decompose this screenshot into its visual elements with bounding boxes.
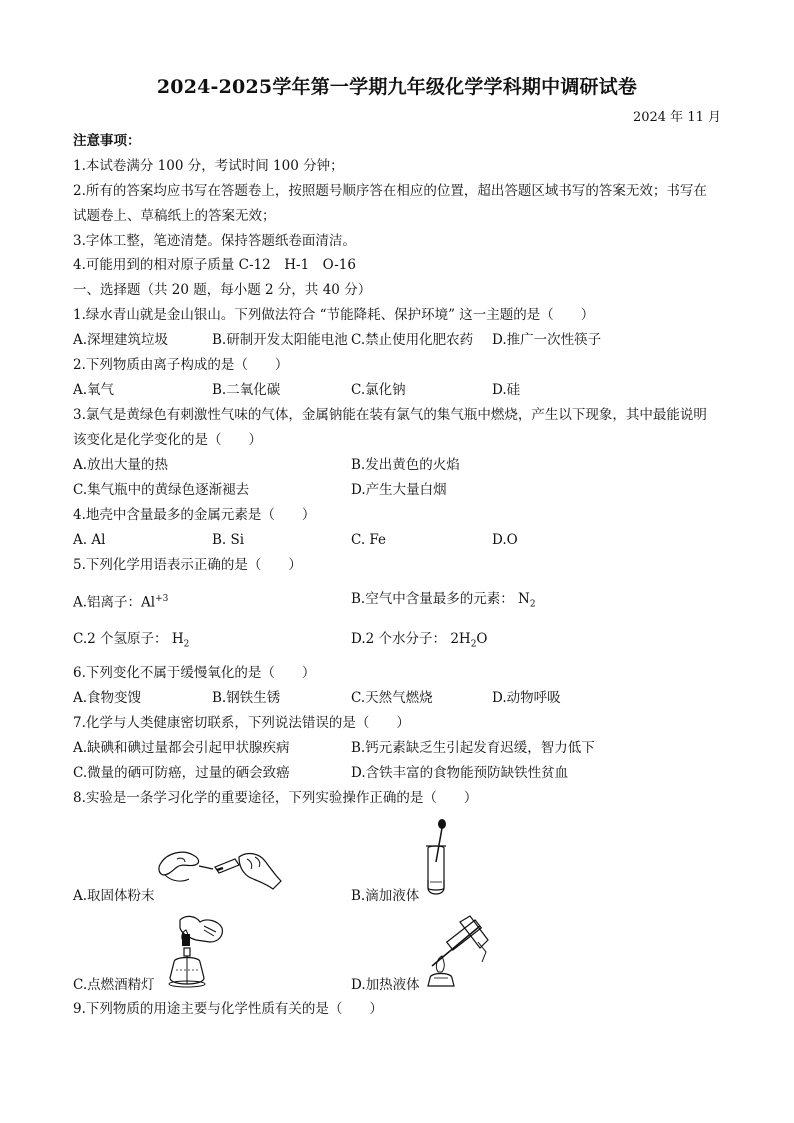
q5-c-subscript: 2 (183, 639, 190, 650)
q5-a-symbol: Al (141, 594, 156, 611)
q3-option-b: B.发出黄色的火焰 (351, 457, 460, 473)
q2-option-d: D.硅 (492, 382, 521, 398)
q1-option-b: B.研制开发太阳能电池 (212, 332, 348, 348)
q8-option-a: A.取固体粉末 (73, 888, 155, 904)
q6-option-d: D.动物呼吸 (492, 690, 561, 706)
q3-stem-cont: 该变化是化学变化的是（ ） (73, 432, 262, 448)
q5-b-symbol: N (518, 591, 530, 607)
note-2: 2.所有的答案均应书写在答题卷上，按照题号顺序答在相应的位置，超出答题区域书写的答案无效；书写在 (73, 183, 707, 199)
q8-stem: 8.实验是一条学习化学的重要途径，下列实验操作正确的是（ ） (73, 790, 478, 806)
q3-option-a: A.放出大量的热 (73, 457, 169, 473)
q5-a-charge: +3 (155, 594, 169, 604)
q1-option-d: D.推广一次性筷子 (492, 332, 602, 348)
q5-a-label: A.铝离子： (73, 594, 142, 611)
q3-stem: 3.氯气是黄绿色有刺激性气味的气体，金属钠能在装有氯气的集气瓶中燃烧，产生以下现象，其中最能说明 (73, 407, 707, 423)
q1-option-c: C.禁止使用化肥农药 (351, 332, 474, 348)
q4-option-d: D.O (492, 532, 518, 548)
q5-c-symbol: H (171, 631, 184, 647)
q5-b-subscript: 2 (529, 599, 536, 610)
q5-d-symbol-o: O (476, 631, 488, 647)
page-title: 2024-2025学年第一学期九年级化学学科期中调研试卷 (156, 76, 638, 98)
note-3: 3.字体工整，笔迹清楚。保持答题纸卷面清洁。 (73, 233, 356, 249)
q1-stem: 1.绿水青山就是金山银山。下列做法符合 “节能降耗、保护环境” 这一主题的是（ ） (73, 307, 595, 323)
q7-option-b: B.钙元素缺乏生引起发育迟缓，智力低下 (351, 740, 595, 756)
note-1: 1.本试卷满分 100 分，考试时间 100 分钟； (73, 158, 344, 174)
q4-option-c: C. Fe (351, 532, 387, 548)
q5-option-d (351, 630, 488, 654)
q2-option-b: B.二氧化碳 (212, 382, 281, 398)
q3-option-c: C.集气瓶中的黄绿色逐渐褪去 (73, 482, 250, 498)
section-heading: 一、选择题（共 20 题，每小题 2 分，共 40 分） (73, 282, 372, 298)
q3-option-d: D.产生大量白烟 (351, 482, 447, 498)
q6-option-c: C.天然气燃烧 (351, 690, 433, 706)
q1-option-a: A.深埋建筑垃圾 (73, 332, 169, 348)
q4-option-a: A. Al (73, 532, 106, 548)
q8-option-b: B.滴加液体 (351, 888, 420, 904)
q5-b-label: B.空气中含量最多的元素： (351, 591, 514, 607)
q2-option-a: A.氧气 (73, 382, 115, 398)
q4-option-b: B. Si (212, 532, 245, 548)
q6-option-a: A.食物变馊 (73, 690, 142, 706)
q5-d-subscript: 2 (470, 639, 477, 650)
heating-liquid-illustration (424, 912, 494, 990)
q5-option-b (351, 590, 536, 614)
note-2-cont: 试题卷上、草稿纸上的答案无效； (73, 208, 276, 224)
q7-stem: 7.化学与人类健康密切联系，下列说法错误的是（ ） (73, 715, 410, 731)
powder-sampling-illustration (155, 845, 285, 895)
alcohol-lamp-lighting-illustration (160, 912, 230, 990)
q8-option-d: D.加热液体 (351, 977, 420, 993)
note-4: 4.可能用到的相对原子质量 C-12 H-1 O-16 (73, 257, 356, 273)
q5-stem: 5.下列化学用语表示正确的是（ ） (73, 557, 302, 573)
q2-stem: 2.下列物质由离子构成的是（ ） (73, 357, 289, 373)
q5-option-c (73, 630, 189, 654)
q2-option-c: C.氯化钠 (351, 382, 406, 398)
q7-option-a: A.缺碘和碘过量都会引起甲状腺疾病 (73, 740, 290, 756)
notes-heading: 注意事项： (73, 133, 141, 149)
q6-option-b: B.钢铁生锈 (212, 690, 281, 706)
q5-d-symbol: 2H (450, 631, 471, 647)
q9-stem: 9.下列物质的用途主要与化学性质有关的是（ ） (73, 1001, 383, 1017)
exam-date: 2024 年 11 月 (632, 110, 721, 125)
q4-stem: 4.地壳中含量最多的金属元素是（ ） (73, 507, 316, 523)
q5-option-a (73, 590, 168, 612)
q6-stem: 6.下列变化不属于缓慢氧化的是（ ） (73, 665, 316, 681)
q5-d-label: D.2 个水分子： (351, 631, 447, 647)
q7-option-c: C.微量的硒可防癌，过量的硒会致癌 (73, 765, 290, 781)
dropper-test-tube-illustration (418, 818, 458, 898)
q7-option-d: D.含铁丰富的食物能预防缺铁性贫血 (351, 765, 569, 781)
q8-option-c: C.点燃酒精灯 (73, 977, 155, 993)
q5-c-label: C.2 个氢原子： (73, 631, 168, 647)
